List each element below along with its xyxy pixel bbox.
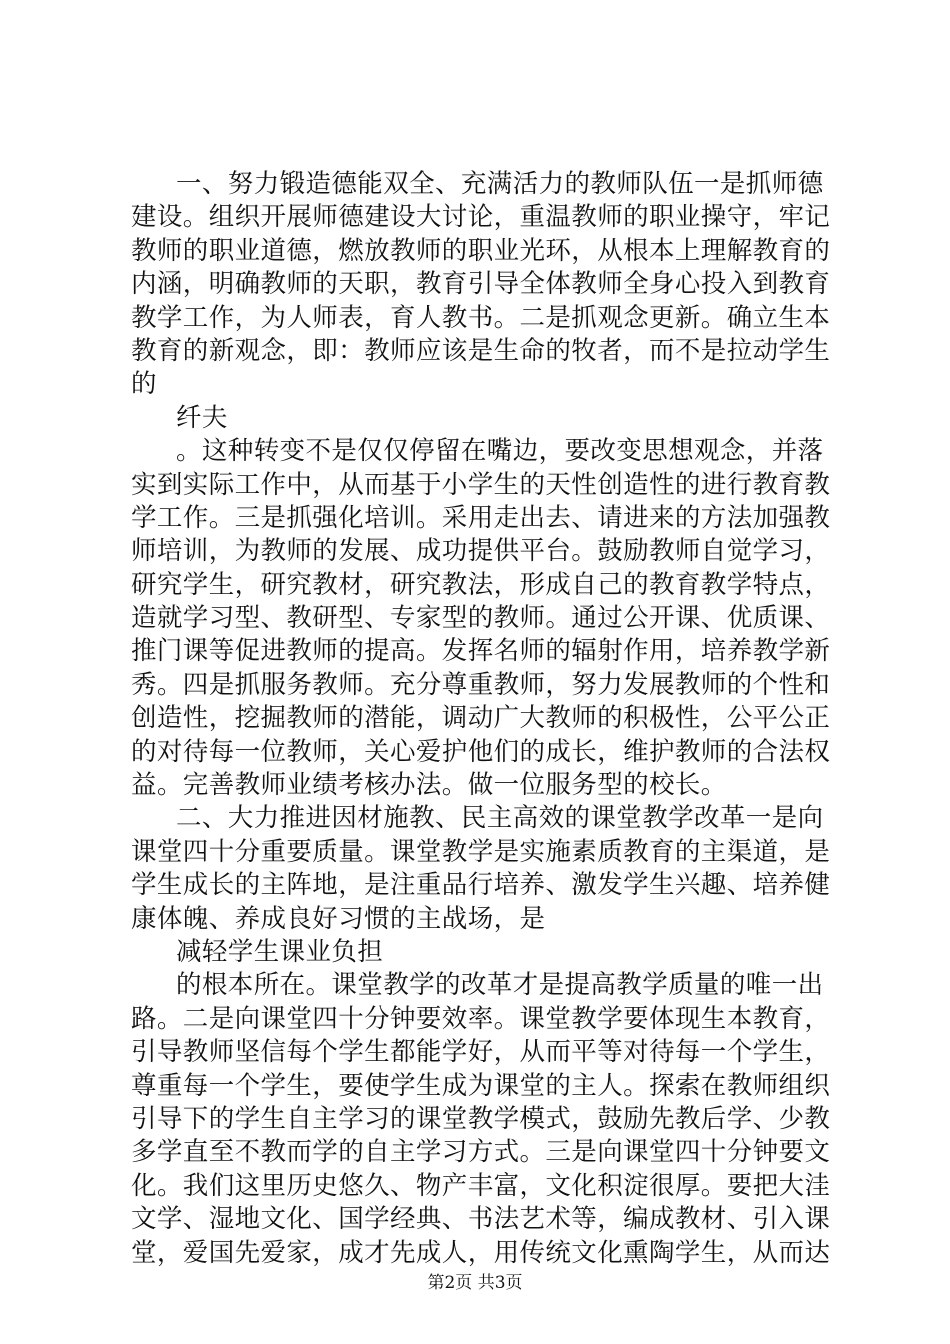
paragraph-line: 教学工作，为人师表，育人教书。二是抓观念更新。确立生本	[131, 302, 831, 333]
paragraph-line: 多学直至不教而学的自主学习方式。三是向课堂四十分钟要文	[131, 1137, 831, 1168]
paragraph-line: 师培训，为教师的发展、成功提供平台。鼓励教师自觉学习，	[131, 536, 831, 567]
page-number-label: 第2页 共3页	[427, 1273, 523, 1293]
paragraph-line: 益。完善教师业绩考核办法。做一位服务型的校长。	[131, 770, 727, 801]
paragraph-line: 文学、湿地文化、国学经典、书法艺术等，编成教材、引入课	[131, 1204, 831, 1235]
paragraph-line: 纤夫	[176, 402, 228, 433]
paragraph-line: 路。二是向课堂四十分钟要效率。课堂教学要体现生本教育，	[131, 1003, 831, 1034]
paragraph-line: 引导教师坚信每个学生都能学好，从而平等对待每一个学生，	[131, 1037, 831, 1068]
page-footer	[0, 1272, 950, 1294]
paragraph-line: 。这种转变不是仅仅停留在嘴边，要改变思想观念，并落	[176, 436, 824, 467]
paragraph-line: 实到实际工作中，从而基于小学生的天性创造性的进行教育教	[131, 469, 831, 500]
paragraph-line: 研究学生，研究教材，研究教法，形成自己的教育教学特点，	[131, 569, 831, 600]
paragraph-line: 教师的职业道德，燃放教师的职业光环，从根本上理解教育的	[131, 235, 831, 266]
paragraph-line: 造就学习型、教研型、专家型的教师。通过公开课、优质课、	[131, 603, 831, 634]
paragraph-line: 学生成长的主阵地，是注重品行培养、激发学生兴趣、培养健	[131, 870, 831, 901]
paragraph-line: 学工作。三是抓强化培训。采用走出去、请进来的方法加强教	[131, 502, 831, 533]
paragraph-line: 尊重每一个学生，要使学生成为课堂的主人。探索在教师组织	[131, 1070, 831, 1101]
paragraph-line: 的对待每一位教师，关心爱护他们的成长，维护教师的合法权	[131, 736, 831, 767]
paragraph-line: 康体魄、养成良好习惯的主战场，是	[131, 903, 546, 934]
paragraph-line: 减轻学生课业负担	[176, 936, 384, 967]
paragraph-line: 化。我们这里历史悠久、物产丰富，文化积淀很厚。要把大洼	[131, 1170, 831, 1201]
document-body	[131, 168, 831, 1270]
paragraph-line: 内涵，明确教师的天职，教育引导全体教师全身心投入到教育	[131, 269, 831, 300]
paragraph-line: 二、大力推进因材施教、民主高效的课堂教学改革一是向	[176, 803, 824, 834]
paragraph-line: 堂，爱国先爱家，成才先成人，用传统文化熏陶学生，从而达	[131, 1237, 831, 1268]
paragraph-line: 一、努力锻造德能双全、充满活力的教师队伍一是抓师德	[176, 169, 824, 199]
paragraph-line: 秀。四是抓服务教师。充分尊重教师，努力发展教师的个性和	[131, 669, 831, 700]
paragraph-line: 建设。组织开展师德建设大讨论，重温教师的职业操守，牢记	[131, 202, 831, 233]
paragraph-line: 的	[131, 369, 157, 400]
paragraph-line: 课堂四十分重要质量。课堂教学是实施素质教育的主渠道，是	[131, 836, 831, 867]
paragraph-line: 教育的新观念，即：教师应该是生命的牧者，而不是拉动学生	[131, 335, 831, 366]
paragraph-line: 的根本所在。课堂教学的改革才是提高教学质量的唯一出	[176, 970, 824, 1001]
paragraph-line: 推门课等促进教师的提高。发挥名师的辐射作用，培养教学新	[131, 636, 831, 667]
paragraph-line: 引导下的学生自主学习的课堂教学模式，鼓励先教后学、少教	[131, 1103, 831, 1134]
paragraph-line: 创造性，挖掘教师的潜能，调动广大教师的积极性，公平公正	[131, 703, 831, 734]
